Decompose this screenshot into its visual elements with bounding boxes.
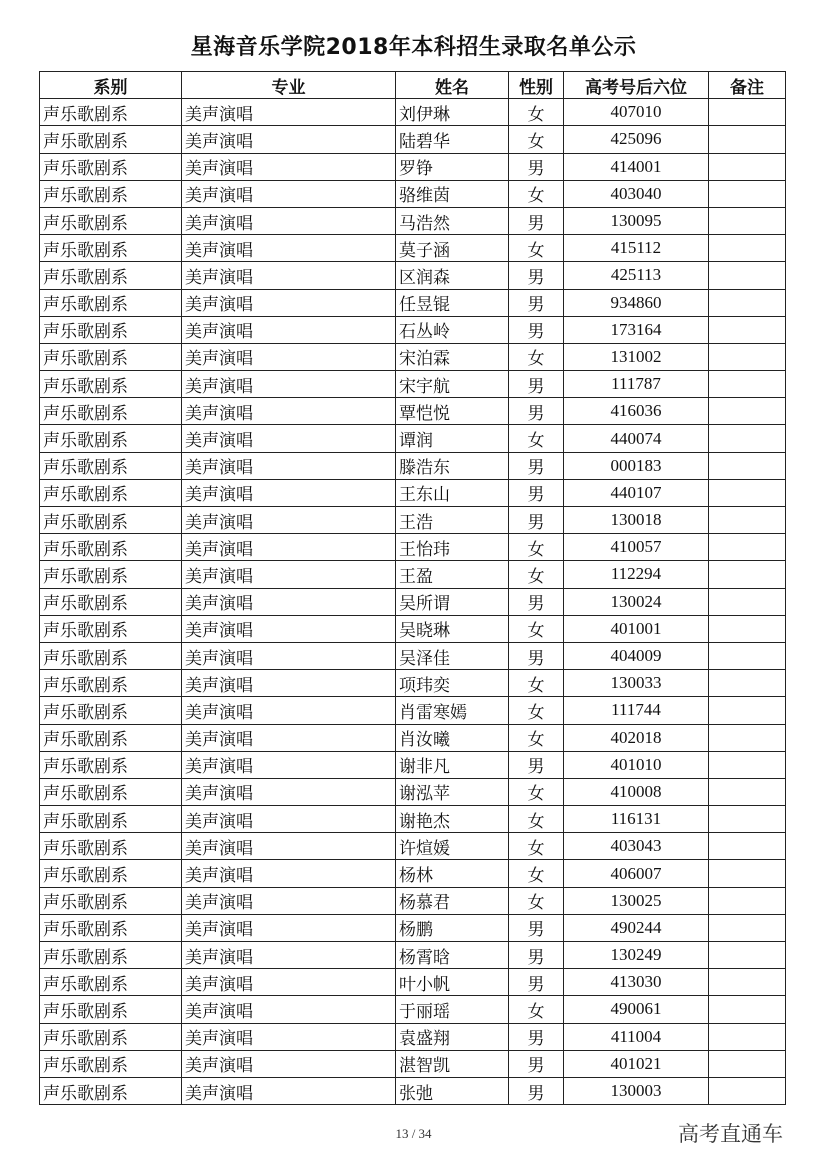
- cell-name: 刘伊琳: [396, 99, 509, 126]
- cell-gender: 男: [509, 914, 564, 941]
- cell-exam-id: 173164: [564, 316, 709, 343]
- cell-name: 杨慕君: [396, 887, 509, 914]
- cell-major: 美声演唱: [182, 534, 396, 561]
- table-row: [40, 751, 786, 778]
- cell-remarks: [709, 398, 786, 425]
- cell-department: 声乐歌剧系: [40, 860, 182, 887]
- cell-major: 美声演唱: [182, 235, 396, 262]
- cell-exam-id: 401001: [564, 615, 709, 642]
- cell-major: 美声演唱: [182, 751, 396, 778]
- cell-major: 美声演唱: [182, 398, 396, 425]
- cell-department: 声乐歌剧系: [40, 1077, 182, 1104]
- cell-major: 美声演唱: [182, 207, 396, 234]
- cell-major: 美声演唱: [182, 670, 396, 697]
- cell-exam-id: 130024: [564, 588, 709, 615]
- cell-department: 声乐歌剧系: [40, 588, 182, 615]
- cell-department: 声乐歌剧系: [40, 615, 182, 642]
- table-row: [40, 452, 786, 479]
- cell-major: 美声演唱: [182, 507, 396, 534]
- cell-name: 肖汝曦: [396, 724, 509, 751]
- cell-exam-id: 130003: [564, 1077, 709, 1104]
- cell-remarks: [709, 914, 786, 941]
- cell-remarks: [709, 887, 786, 914]
- cell-gender: 女: [509, 425, 564, 452]
- cell-gender: 女: [509, 670, 564, 697]
- cell-exam-id: 411004: [564, 1023, 709, 1050]
- table-row: [40, 180, 786, 207]
- cell-name: 陆碧华: [396, 126, 509, 153]
- cell-remarks: [709, 126, 786, 153]
- cell-department: 声乐歌剧系: [40, 942, 182, 969]
- cell-department: 声乐歌剧系: [40, 316, 182, 343]
- table-row: [40, 724, 786, 751]
- table-row: [40, 235, 786, 262]
- cell-major: 美声演唱: [182, 914, 396, 941]
- cell-name: 任昱锟: [396, 289, 509, 316]
- cell-major: 美声演唱: [182, 887, 396, 914]
- cell-gender: 女: [509, 343, 564, 370]
- cell-gender: 女: [509, 778, 564, 805]
- table-row: [40, 289, 786, 316]
- cell-department: 声乐歌剧系: [40, 180, 182, 207]
- cell-exam-id: 131002: [564, 343, 709, 370]
- cell-remarks: [709, 615, 786, 642]
- table-row: [40, 642, 786, 669]
- cell-department: 声乐歌剧系: [40, 751, 182, 778]
- table-row: [40, 343, 786, 370]
- cell-department: 声乐歌剧系: [40, 887, 182, 914]
- cell-major: 美声演唱: [182, 180, 396, 207]
- cell-name: 莫子涵: [396, 235, 509, 262]
- cell-remarks: [709, 588, 786, 615]
- cell-department: 声乐歌剧系: [40, 343, 182, 370]
- cell-major: 美声演唱: [182, 316, 396, 343]
- table-row: [40, 425, 786, 452]
- cell-gender: 男: [509, 207, 564, 234]
- cell-major: 美声演唱: [182, 289, 396, 316]
- cell-major: 美声演唱: [182, 153, 396, 180]
- table-row: [40, 561, 786, 588]
- cell-exam-id: 402018: [564, 724, 709, 751]
- cell-department: 声乐歌剧系: [40, 561, 182, 588]
- table-row: [40, 316, 786, 343]
- cell-major: 美声演唱: [182, 969, 396, 996]
- cell-department: 声乐歌剧系: [40, 207, 182, 234]
- cell-exam-id: 425096: [564, 126, 709, 153]
- cell-remarks: [709, 534, 786, 561]
- cell-remarks: [709, 1077, 786, 1104]
- cell-remarks: [709, 833, 786, 860]
- cell-department: 声乐歌剧系: [40, 534, 182, 561]
- cell-name: 谢非凡: [396, 751, 509, 778]
- cell-department: 声乐歌剧系: [40, 398, 182, 425]
- cell-gender: 男: [509, 452, 564, 479]
- cell-name: 叶小帆: [396, 969, 509, 996]
- cell-exam-id: 440107: [564, 479, 709, 506]
- cell-major: 美声演唱: [182, 371, 396, 398]
- cell-name: 吴所谓: [396, 588, 509, 615]
- table-row: [40, 969, 786, 996]
- cell-major: 美声演唱: [182, 642, 396, 669]
- cell-gender: 女: [509, 724, 564, 751]
- cell-remarks: [709, 697, 786, 724]
- cell-gender: 女: [509, 697, 564, 724]
- cell-department: 声乐歌剧系: [40, 235, 182, 262]
- cell-gender: 男: [509, 507, 564, 534]
- cell-name: 覃恺悦: [396, 398, 509, 425]
- cell-major: 美声演唱: [182, 1023, 396, 1050]
- cell-major: 美声演唱: [182, 343, 396, 370]
- cell-name: 马浩然: [396, 207, 509, 234]
- table-body: [40, 99, 786, 1105]
- cell-name: 杨霄晗: [396, 942, 509, 969]
- cell-gender: 女: [509, 126, 564, 153]
- cell-major: 美声演唱: [182, 615, 396, 642]
- cell-major: 美声演唱: [182, 262, 396, 289]
- cell-exam-id: 130249: [564, 942, 709, 969]
- cell-major: 美声演唱: [182, 697, 396, 724]
- cell-remarks: [709, 642, 786, 669]
- cell-remarks: [709, 479, 786, 506]
- cell-exam-id: 403043: [564, 833, 709, 860]
- cell-exam-id: 406007: [564, 860, 709, 887]
- cell-major: 美声演唱: [182, 778, 396, 805]
- cell-exam-id: 112294: [564, 561, 709, 588]
- cell-remarks: [709, 207, 786, 234]
- cell-gender: 男: [509, 289, 564, 316]
- cell-major: 美声演唱: [182, 1050, 396, 1077]
- cell-remarks: [709, 371, 786, 398]
- table-header-row: [40, 72, 786, 99]
- cell-remarks: [709, 262, 786, 289]
- cell-gender: 男: [509, 398, 564, 425]
- cell-gender: 男: [509, 588, 564, 615]
- cell-gender: 男: [509, 942, 564, 969]
- cell-exam-id: 934860: [564, 289, 709, 316]
- table-row: [40, 262, 786, 289]
- cell-name: 湛智凯: [396, 1050, 509, 1077]
- cell-gender: 男: [509, 1077, 564, 1104]
- cell-name: 谭润: [396, 425, 509, 452]
- cell-remarks: [709, 670, 786, 697]
- cell-name: 罗铮: [396, 153, 509, 180]
- cell-name: 吴泽佳: [396, 642, 509, 669]
- cell-gender: 男: [509, 642, 564, 669]
- cell-gender: 男: [509, 479, 564, 506]
- cell-gender: 男: [509, 751, 564, 778]
- header-name: 姓名: [396, 72, 509, 99]
- cell-exam-id: 490244: [564, 914, 709, 941]
- table-row: [40, 806, 786, 833]
- cell-department: 声乐歌剧系: [40, 479, 182, 506]
- header-exam-id: 高考号后六位: [564, 72, 709, 99]
- cell-remarks: [709, 235, 786, 262]
- table-row: [40, 615, 786, 642]
- cell-department: 声乐歌剧系: [40, 914, 182, 941]
- cell-gender: 女: [509, 180, 564, 207]
- cell-major: 美声演唱: [182, 126, 396, 153]
- cell-major: 美声演唱: [182, 561, 396, 588]
- cell-department: 声乐歌剧系: [40, 1023, 182, 1050]
- cell-gender: 男: [509, 969, 564, 996]
- cell-exam-id: 404009: [564, 642, 709, 669]
- cell-exam-id: 130025: [564, 887, 709, 914]
- cell-department: 声乐歌剧系: [40, 724, 182, 751]
- cell-gender: 男: [509, 1050, 564, 1077]
- cell-exam-id: 416036: [564, 398, 709, 425]
- cell-remarks: [709, 996, 786, 1023]
- cell-name: 杨鹏: [396, 914, 509, 941]
- cell-major: 美声演唱: [182, 479, 396, 506]
- cell-major: 美声演唱: [182, 588, 396, 615]
- cell-department: 声乐歌剧系: [40, 806, 182, 833]
- cell-gender: 男: [509, 262, 564, 289]
- cell-major: 美声演唱: [182, 996, 396, 1023]
- cell-exam-id: 130033: [564, 670, 709, 697]
- cell-gender: 女: [509, 561, 564, 588]
- cell-name: 王东山: [396, 479, 509, 506]
- cell-remarks: [709, 180, 786, 207]
- cell-remarks: [709, 316, 786, 343]
- cell-name: 肖雷寒嫣: [396, 697, 509, 724]
- cell-department: 声乐歌剧系: [40, 371, 182, 398]
- table-row: [40, 914, 786, 941]
- cell-exam-id: 410008: [564, 778, 709, 805]
- cell-department: 声乐歌剧系: [40, 153, 182, 180]
- cell-remarks: [709, 343, 786, 370]
- cell-department: 声乐歌剧系: [40, 969, 182, 996]
- cell-department: 声乐歌剧系: [40, 99, 182, 126]
- cell-gender: 女: [509, 534, 564, 561]
- page-number: 13 / 34: [395, 1126, 432, 1141]
- table-row: [40, 1050, 786, 1077]
- cell-remarks: [709, 425, 786, 452]
- cell-major: 美声演唱: [182, 452, 396, 479]
- cell-major: 美声演唱: [182, 99, 396, 126]
- table-row: [40, 697, 786, 724]
- header-remarks: 备注: [709, 72, 786, 99]
- cell-gender: 女: [509, 99, 564, 126]
- cell-remarks: [709, 153, 786, 180]
- cell-exam-id: 130095: [564, 207, 709, 234]
- cell-remarks: [709, 561, 786, 588]
- cell-department: 声乐歌剧系: [40, 289, 182, 316]
- cell-major: 美声演唱: [182, 942, 396, 969]
- cell-exam-id: 410057: [564, 534, 709, 561]
- cell-department: 声乐歌剧系: [40, 697, 182, 724]
- cell-remarks: [709, 969, 786, 996]
- cell-exam-id: 490061: [564, 996, 709, 1023]
- cell-major: 美声演唱: [182, 860, 396, 887]
- cell-gender: 男: [509, 316, 564, 343]
- cell-name: 张弛: [396, 1077, 509, 1104]
- cell-exam-id: 116131: [564, 806, 709, 833]
- cell-name: 杨林: [396, 860, 509, 887]
- cell-remarks: [709, 99, 786, 126]
- cell-exam-id: 407010: [564, 99, 709, 126]
- cell-exam-id: 111744: [564, 697, 709, 724]
- cell-major: 美声演唱: [182, 1077, 396, 1104]
- cell-exam-id: 401010: [564, 751, 709, 778]
- cell-name: 宋泊霖: [396, 343, 509, 370]
- cell-remarks: [709, 860, 786, 887]
- cell-exam-id: 111787: [564, 371, 709, 398]
- table-row: [40, 942, 786, 969]
- cell-name: 许煊媛: [396, 833, 509, 860]
- table-row: [40, 833, 786, 860]
- table-row: [40, 1077, 786, 1104]
- cell-name: 石丛岭: [396, 316, 509, 343]
- table-row: [40, 778, 786, 805]
- cell-remarks: [709, 507, 786, 534]
- cell-exam-id: 415112: [564, 235, 709, 262]
- cell-gender: 男: [509, 371, 564, 398]
- table-row: [40, 99, 786, 126]
- cell-department: 声乐歌剧系: [40, 262, 182, 289]
- cell-gender: 女: [509, 996, 564, 1023]
- cell-major: 美声演唱: [182, 425, 396, 452]
- cell-remarks: [709, 452, 786, 479]
- table-row: [40, 534, 786, 561]
- table-row: [40, 398, 786, 425]
- cell-department: 声乐歌剧系: [40, 670, 182, 697]
- cell-gender: 男: [509, 1023, 564, 1050]
- cell-gender: 女: [509, 615, 564, 642]
- cell-remarks: [709, 806, 786, 833]
- table-row: [40, 126, 786, 153]
- cell-remarks: [709, 724, 786, 751]
- cell-exam-id: 000183: [564, 452, 709, 479]
- table-row: [40, 1023, 786, 1050]
- cell-remarks: [709, 942, 786, 969]
- cell-exam-id: 401021: [564, 1050, 709, 1077]
- admission-table: [39, 71, 786, 1105]
- cell-name: 王浩: [396, 507, 509, 534]
- cell-name: 骆维茵: [396, 180, 509, 207]
- header-gender: 性别: [509, 72, 564, 99]
- cell-exam-id: 130018: [564, 507, 709, 534]
- table-row: [40, 670, 786, 697]
- table-row: [40, 996, 786, 1023]
- cell-exam-id: 413030: [564, 969, 709, 996]
- cell-remarks: [709, 289, 786, 316]
- table-row: [40, 860, 786, 887]
- cell-gender: 女: [509, 833, 564, 860]
- cell-remarks: [709, 1023, 786, 1050]
- cell-major: 美声演唱: [182, 806, 396, 833]
- cell-major: 美声演唱: [182, 724, 396, 751]
- table-row: [40, 153, 786, 180]
- cell-gender: 女: [509, 887, 564, 914]
- cell-name: 宋宇航: [396, 371, 509, 398]
- cell-name: 滕浩东: [396, 452, 509, 479]
- cell-department: 声乐歌剧系: [40, 642, 182, 669]
- header-department: 系别: [40, 72, 182, 99]
- cell-name: 王怡玮: [396, 534, 509, 561]
- cell-department: 声乐歌剧系: [40, 126, 182, 153]
- table-row: [40, 371, 786, 398]
- cell-exam-id: 403040: [564, 180, 709, 207]
- cell-name: 项玮奕: [396, 670, 509, 697]
- cell-exam-id: 414001: [564, 153, 709, 180]
- cell-department: 声乐歌剧系: [40, 833, 182, 860]
- cell-department: 声乐歌剧系: [40, 507, 182, 534]
- table-row: [40, 588, 786, 615]
- cell-gender: 女: [509, 235, 564, 262]
- header-major: 专业: [182, 72, 396, 99]
- cell-remarks: [709, 1050, 786, 1077]
- cell-exam-id: 425113: [564, 262, 709, 289]
- cell-department: 声乐歌剧系: [40, 996, 182, 1023]
- cell-gender: 男: [509, 153, 564, 180]
- cell-remarks: [709, 778, 786, 805]
- cell-name: 区润森: [396, 262, 509, 289]
- cell-department: 声乐歌剧系: [40, 778, 182, 805]
- table-row: [40, 887, 786, 914]
- cell-gender: 女: [509, 860, 564, 887]
- cell-gender: 女: [509, 806, 564, 833]
- page-title: 星海音乐学院2018年本科招生录取名单公示: [190, 35, 637, 60]
- cell-name: 谢泓苹: [396, 778, 509, 805]
- cell-name: 袁盛翔: [396, 1023, 509, 1050]
- cell-department: 声乐歌剧系: [40, 425, 182, 452]
- cell-name: 吴晓琳: [396, 615, 509, 642]
- cell-remarks: [709, 751, 786, 778]
- cell-department: 声乐歌剧系: [40, 1050, 182, 1077]
- table-row: [40, 479, 786, 506]
- cell-major: 美声演唱: [182, 833, 396, 860]
- table-row: [40, 507, 786, 534]
- watermark: 高考直通车: [678, 1122, 783, 1146]
- cell-name: 王盈: [396, 561, 509, 588]
- cell-name: 于丽瑶: [396, 996, 509, 1023]
- cell-exam-id: 440074: [564, 425, 709, 452]
- cell-department: 声乐歌剧系: [40, 452, 182, 479]
- cell-name: 谢艳杰: [396, 806, 509, 833]
- table-row: [40, 207, 786, 234]
